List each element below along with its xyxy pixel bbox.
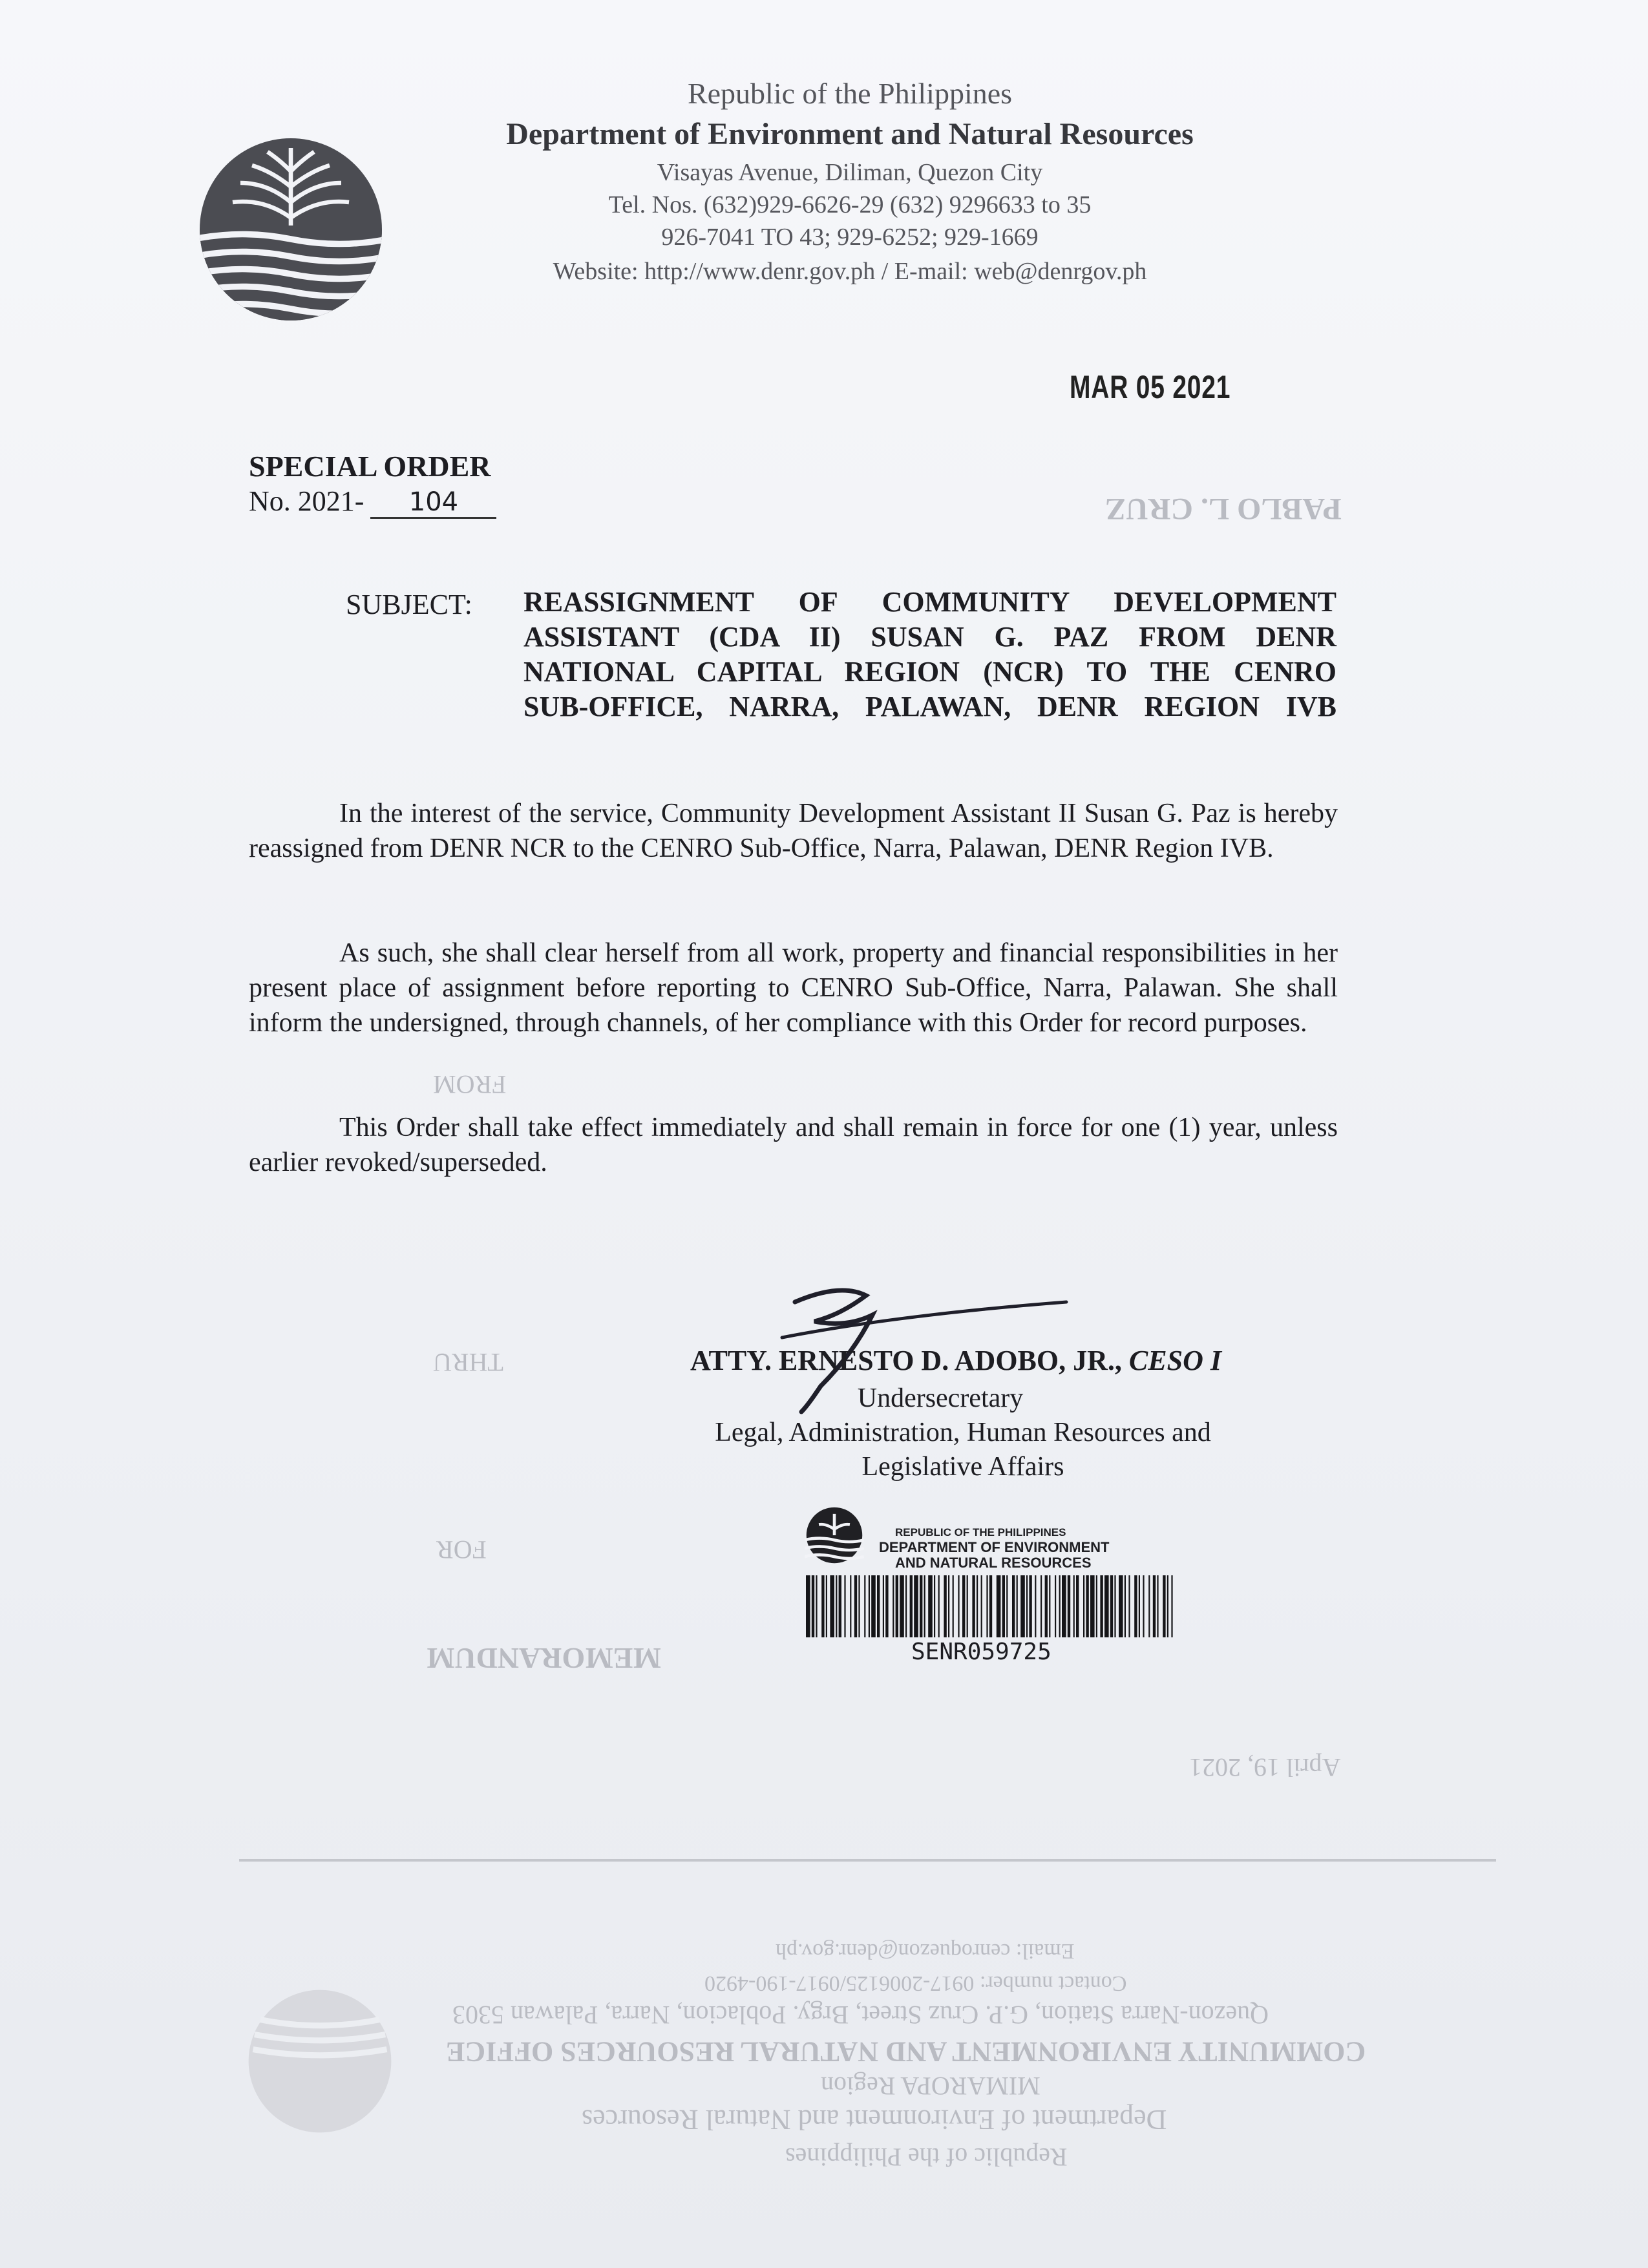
records-stamp-logo [805,1506,864,1565]
denr-logo [194,132,388,326]
barcode-bar [900,1575,904,1637]
barcode-bar [1012,1575,1015,1637]
barcode-bar [928,1575,933,1637]
barcode-bar [934,1575,935,1637]
barcode-bar [885,1575,888,1637]
barcode-bar [972,1575,975,1637]
barcode-bar [1059,1575,1061,1637]
barcode-bar [1157,1575,1158,1637]
subject-line-2: ASSISTANT (CDA II) SUSAN G. PAZ FROM DENR [523,621,1336,653]
bleed-from: FROM [433,1070,507,1099]
special-order-number-prefix: No. 2021- [249,485,364,517]
barcode-bar [869,1575,870,1637]
barcode [803,1575,1175,1637]
barcode-bar [924,1575,925,1637]
barcode-bar [1128,1575,1130,1637]
barcode-bar [920,1575,922,1637]
subject-text [523,585,1336,724]
barcode-bar [854,1575,857,1637]
barcode-bar [1029,1575,1031,1637]
signatory-office-2: Legislative Affairs [861,1452,1064,1482]
barcode-bar [871,1575,876,1637]
barcode-bar [1110,1575,1113,1637]
barcode-bar [830,1575,834,1637]
barcode-bar [1163,1575,1165,1637]
barcode-bar [839,1575,841,1637]
barcode-bar [850,1575,851,1637]
barcode-bar [1114,1575,1115,1637]
special-order-number [249,485,496,519]
barcode-bar [1171,1575,1172,1637]
letterhead-republic: Republic of the Philippines [687,77,1013,110]
barcode-bar [905,1575,907,1637]
letterhead-address: Visayas Avenue, Diliman, Quezon City [657,159,1043,186]
barcode-bar [1125,1575,1126,1637]
barcode-bar [893,1575,894,1637]
special-order-title: SPECIAL ORDER [249,450,491,483]
bleed-date: April 19, 2021 [1189,1753,1341,1782]
barcode-bar [1153,1575,1156,1637]
letterhead-tel-2: 926-7041 TO 43; 929-6252; 929-1669 [661,224,1039,251]
bleed-footer-email: Email: cenroquezon@denr.gov.ph [776,1939,1075,1963]
barcode-bar [858,1575,860,1637]
bleed-footer-contact: Contact number: 0917-2006125/0917-190-4920 [704,1971,1127,1995]
barcode-bar [1041,1575,1042,1637]
signatory-office-1: Legal, Administration, Human Resources and [715,1418,1211,1447]
barcode-number: SENR059725 [911,1639,1051,1665]
special-order-number-value: 104 [370,487,496,519]
barcode-bar [997,1575,1001,1637]
barcode-bar [1167,1575,1168,1637]
subject-line-1: REASSIGNMENT OF COMMUNITY DEVELOPMENT [523,586,1336,618]
bleed-footer-rule [239,1859,1496,1862]
barcode-bar [910,1575,913,1637]
records-stamp-line-1: REPUBLIC OF THE PHILIPPINES [895,1526,1066,1538]
barcode-bar [1055,1575,1056,1637]
barcode-bar [864,1575,865,1637]
barcode-bar [981,1575,982,1637]
barcode-bar [816,1575,817,1637]
barcode-bar [962,1575,965,1637]
bleed-footer-office: COMMUNITY ENVIRONMENT AND NATURAL RESOURCES OFFICE [446,2036,1366,2068]
barcode-bar [1006,1575,1008,1637]
signatory-title: Undersecretary [857,1383,1024,1413]
barcode-bar [1045,1575,1048,1637]
barcode-bar [812,1575,814,1637]
barcode-bar [944,1575,946,1637]
subject-line-3: NATIONAL CAPITAL REGION (NCR) TO THE CENRO [523,656,1336,688]
bleed-footer-republic: Republic of the Philippines [785,2143,1068,2172]
records-stamp-line-2: DEPARTMENT OF ENVIRONMENT [879,1539,1110,1555]
barcode-bar [948,1575,949,1637]
barcode-bar [877,1575,880,1637]
barcode-bar [1020,1575,1025,1637]
letterhead-department: Department of Environment and Natural Resources [506,117,1194,151]
subject-label: SUBJECT: [346,589,472,620]
barcode-bar [1049,1575,1050,1637]
barcode-bar [1002,1575,1005,1637]
barcode-bar [806,1575,810,1637]
barcode-bar [896,1575,898,1637]
barcode-bar [821,1575,824,1637]
barcode-bar [836,1575,837,1637]
barcode-bar [967,1575,968,1637]
bleed-footer-address: Quezon-Narra Station, G.P. Cruz Street, Brgy. Poblacion, Narra, Palawan 5303 [452,2000,1269,2030]
subject-line-4: SUB-OFFICE, NARRA, PALAWAN, DENR REGION IVB [523,691,1336,722]
barcode-bar [1062,1575,1066,1637]
barcode-bar [1119,1575,1123,1637]
barcode-bar [826,1575,827,1637]
signatory-name-text: ATTY. ERNESTO D. ADOBO, JR., [690,1345,1122,1376]
barcode-bar [1068,1575,1070,1637]
signatory-suffix: CESO I [1128,1345,1221,1376]
barcode-bar [1096,1575,1097,1637]
body-paragraph-2-text: As such, she shall clear herself from all work, property and financial responsibilities in her present place of assignment before reporting to CENRO Sub-Office, Narra, Palawan. She shall inform the undersigned, through channels, of her compliance with this Order for record purposes. [249,938,1338,1038]
barcode-bar [1017,1575,1018,1637]
bleed-name: PABLO L. CRUZ [1105,492,1342,526]
barcode-bar [1134,1575,1137,1637]
barcode-bar [883,1575,884,1637]
barcode-bar [844,1575,845,1637]
barcode-bar [1104,1575,1109,1637]
records-stamp-line-3: AND NATURAL RESOURCES [895,1555,1092,1571]
barcode-bar [1139,1575,1140,1637]
barcode-bar [1100,1575,1103,1637]
bleed-for: FOR [436,1535,487,1564]
letterhead-web: Website: http://www.denr.gov.ph / E-mail: web@denrgov.ph [553,258,1147,285]
barcode-bar [1083,1575,1084,1637]
barcode-bar [977,1575,978,1637]
bleed-footer-region: MIMAROPA Region [821,2072,1041,2101]
barcode-bar [1090,1575,1095,1637]
signatory-name [690,1344,1221,1377]
bleed-thru: THRU [433,1348,503,1377]
barcode-bar [1076,1575,1079,1637]
barcode-bar [914,1575,918,1637]
barcode-bar [1026,1575,1028,1637]
bleed-footer-dept: Department of Environment and Natural Resources [582,2104,1167,2136]
letterhead-tel-1: Tel. Nos. (632)929-6626-29 (632) 9296633 to 35 [608,191,1092,218]
barcode-bar [989,1575,992,1637]
date-stamp: MAR 05 2021 [1070,369,1231,405]
barcode-bar [1143,1575,1144,1637]
body-paragraph-3 [249,1110,1338,1180]
barcode-bar [958,1575,959,1637]
barcode-bar [1035,1575,1036,1637]
barcode-bar [953,1575,954,1637]
body-paragraph-3-text: This Order shall take effect immediately and shall remain in force for one (1) year, unless earlier revoked/superseded. [249,1113,1338,1177]
barcode-bar [986,1575,988,1637]
body-paragraph-1-text: In the interest of the service, Community Development Assistant II Susan G. Paz is hereby reassigned from DENR NCR to the CENRO Sub-Office, Narra, Palawan, DENR Region IVB. [249,799,1338,863]
barcode-bar [938,1575,940,1637]
barcode-bar [1086,1575,1088,1637]
bleed-memorandum: MEMORANDUM [427,1642,661,1675]
bleed-logo [246,1987,394,2136]
body-paragraph-1 [249,796,1338,866]
barcode-bar [1148,1575,1150,1637]
barcode-bar [1073,1575,1075,1637]
body-paragraph-2 [249,936,1338,1040]
